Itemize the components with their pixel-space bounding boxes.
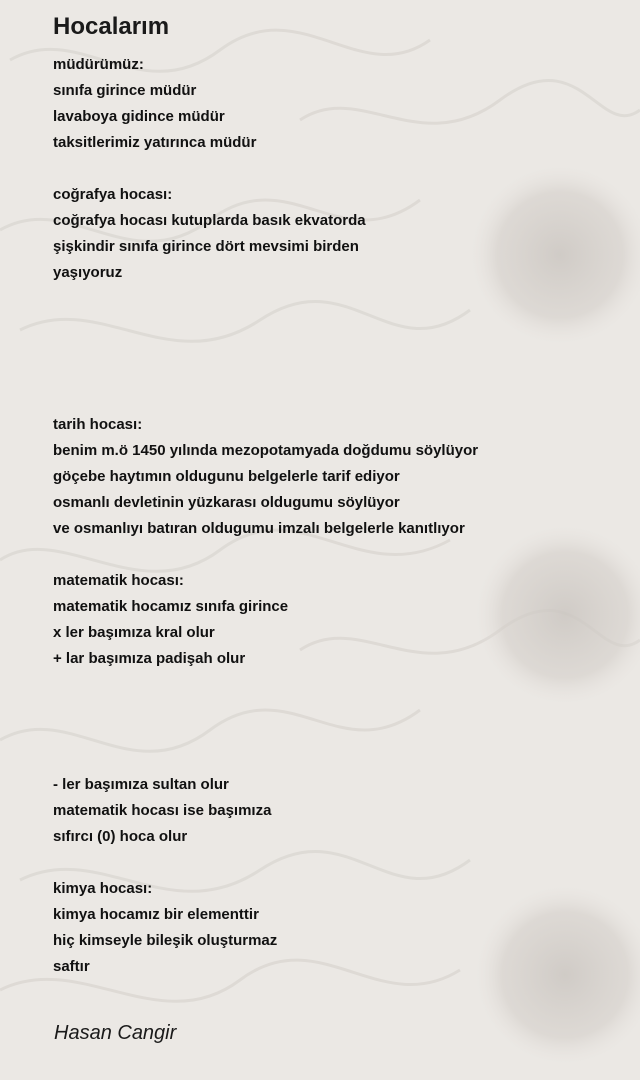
poem-line: + lar başımıza padişah olur [53,650,246,667]
poem-line: benim m.ö 1450 yılında mezopotamyada doğdumu söylüyor [53,442,479,459]
poem-line: coğrafya hocası kutuplarda basık ekvatorda [53,212,366,229]
poem-line: matematik hocası ise başımıza [53,802,272,819]
poem-line: göçebe haytımın oldugunu belgelerle tarif ediyor [53,468,400,485]
poem-line: saftır [53,958,90,975]
poem-line: x ler başımıza kral olur [53,624,215,641]
poem-line: matematik hocası: [53,572,184,589]
poem-line: matematik hocamız sınıfa girince [53,598,289,615]
poem-line: taksitlerimiz yatırınca müdür [53,134,257,151]
poem-line: ve osmanlıyı batıran oldugumu imzalı belgelerle kanıtlıyor [53,520,465,537]
poem-line: şişkindir sınıfa girince dört mevsimi birden [53,238,359,255]
poem-line: - ler başımıza sultan olur [53,776,229,793]
poem-line: müdürümüz: [53,56,144,73]
poem-line: sıfırcı (0) hoca olur [53,828,188,845]
poem-title: Hocalarım [53,13,170,40]
poem-line: kimya hocası: [53,880,153,897]
poem-line: lavaboya gidince müdür [53,108,225,125]
poem-line: yaşıyoruz [53,264,123,281]
poem-line: kimya hocamız bir elementtir [53,906,259,923]
poem-line: hiç kimseyle bileşik oluşturmaz [53,932,278,949]
poem-line: osmanlı devletinin yüzkarası oldugumu söylüyor [53,494,400,511]
poem-line: tarih hocası: [53,416,143,433]
poem-author: Hasan Cangir [54,1022,177,1044]
poem-line: coğrafya hocası: [53,186,173,203]
poem-line: sınıfa girince müdür [53,82,197,99]
